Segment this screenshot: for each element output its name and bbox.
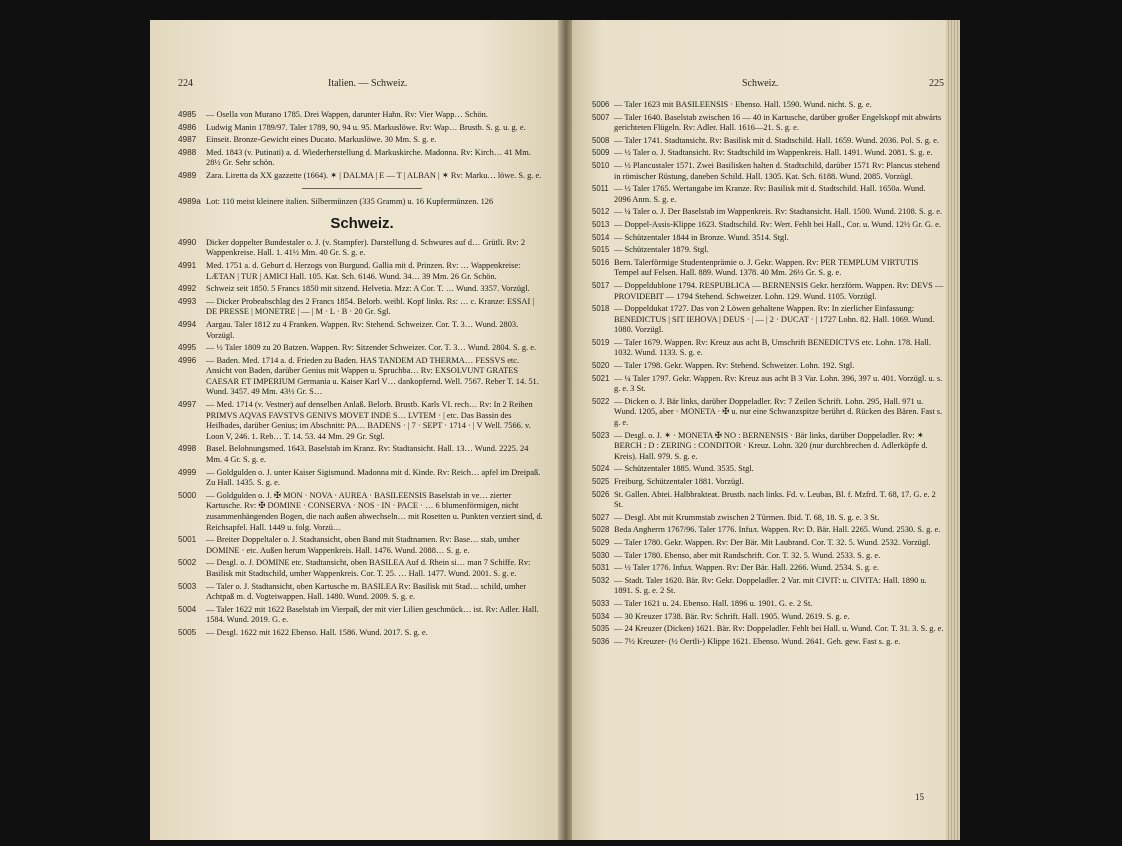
list-item xyxy=(178,558,546,579)
lot-description: — ½ Taler 1765. Wertangabe im Kranze. Rv: Basilisk mit d. Stadtschild. Hall. 1650a. Wund. 2096 Anm. S. g. e. xyxy=(614,184,926,204)
lot-number: 5033 xyxy=(592,598,610,608)
lot-description: — ¼ Taler o. J. Der Baselstab im Wappenkreis. Rv: Stadtansicht. Hall. 1500. Wund. 2108. S. g. e. xyxy=(614,207,943,217)
list-item xyxy=(592,576,944,597)
lot-number: 5005 xyxy=(178,627,197,637)
lot-number: 5024 xyxy=(592,464,610,474)
list-item xyxy=(592,148,944,159)
lot-description: — ½ Taler o. J. Stadtansicht. Rv: Stadtschild im Wappenkreis. Hall. 1491. Wund. 2081. S. g. e. xyxy=(614,148,933,158)
list-item xyxy=(592,431,944,463)
lot-number: 5001 xyxy=(178,535,197,545)
lot-description: — Desgl. o. J. ✶ · MONETA ✠ NO : BERNENSIS · Bär links, darüber Doppeladler. Rv: ✶ BERCH : D : ZERING : CONDITOR · Kreuz. Lohn. 320 (nur durchbrechen d. Adlerköpfe d. Kreis). Hall. 979. S. g. e. xyxy=(614,430,928,461)
list-item xyxy=(178,284,546,295)
list-item xyxy=(178,535,546,556)
list-item xyxy=(592,100,944,111)
lot-description: Schweiz seit 1850. 5 Francs 1850 mit sitzend. Helvetia. Mzz: A Cor. T. … Wund. 3357. Vorzügl. xyxy=(206,284,530,294)
lot-number: 5015 xyxy=(592,245,610,255)
section-title: Schweiz. xyxy=(330,215,394,233)
lot-number: 4989a xyxy=(178,196,201,206)
list-item xyxy=(178,320,546,341)
list-item xyxy=(592,338,944,359)
signature-number: 15 xyxy=(915,792,924,802)
left-page xyxy=(150,20,562,840)
list-item xyxy=(592,563,944,574)
list-item xyxy=(592,612,944,623)
lot-number: 5007 xyxy=(592,112,610,122)
lot-description: — 24 Kreuzer (Dicken) 1621. Bär. Rv: Doppeladler. Fehlt bei Hall. u. Wund. Cor. T. 31. 3. S. g. e. xyxy=(614,624,944,634)
lot-description: — ½ Plancustaler 1571. Zwei Basilisken halten d. Stadtschild, darüber 1571 Rv: Plancus stehend in römischer Rüstung, daneben Schild. Hall. 1305. Kat. Sch. 6188. Wund. 2085. Vorzügl. xyxy=(614,160,940,181)
lot-description: Einseit. Bronze-Gewicht eines Ducato. Markuslöwe. 30 Mm. S. g. e. xyxy=(206,135,437,145)
lot-description: — 7½ Kreuzer- (½ Oertli-) Klippe 1621. Ebenso. Wund. 2641. Geh. gew. Fast s. g. e. xyxy=(614,636,901,646)
lot-description: — Doppel-Assis-Klippe 1623. Stadtschild. Rv: Wert. Fehlt bei Hall., Cor. u. Wund. 12½ Gr. G. e. xyxy=(614,219,941,229)
lot-description: — Taler 1622 mit 1622 Baselstab im Vierpaß, der mit vier Lilien geschmück… ist. Rv: Adler. Hall. 1584. Wund. 2019. G. e. xyxy=(206,604,539,625)
lot-description: Basel. Belohnungsmed. 1643. Baselstab im Kranz. Rv: Stadtansicht. Hall. 13… Wund. 2225. 24 Mm. 4 Gr. S. g. e. xyxy=(206,444,529,465)
lot-number: 5013 xyxy=(592,219,610,229)
divider-rule xyxy=(302,188,422,189)
list-item xyxy=(592,207,944,218)
lot-description: — Goldgulden o. J. unter Kaiser Sigismund. Madonna mit d. Kinde. Rv: Reich… apfel im Dreipaß. Zu Hall. 1435. S. g. e. xyxy=(206,467,541,488)
lot-description: — ¼ Taler 1797. Gekr. Wappen. Rv: Kreuz aus acht B 3 Var. Lohn. 396, 397 u. 401. Vorzügl. u. s. g. e. 3 St. xyxy=(614,373,943,394)
lot-description: — Med. 1714 (v. Vestner) auf denselben Anlaß. Belorb. Brustb. Karls VI. rech… Rv: In 2 Reihen PRIMVS AQVAS FAVSTVS GENIVS MOVET INDE S… LVTEM · | etc. Das Bassin des Heilbades, darüber Genius; im Abschnitt: PA… BADENS · | 7 · SEPT · 1714 · | V Well. 7566. v. Loon V, 246. 1. Reb… T. 14. 53. 44 Mm. 29 Gr. Stgl. xyxy=(206,400,533,441)
lot-description: Ludwig Manin 1789/97. Taler 1789, 90, 94 u. 95. Markuslöwe. Rv: Wap… Brustb. S. g. u. g. e. xyxy=(206,122,526,132)
lot-description: — Doppeldublone 1794. RESPUBLICA — BERNENSIS Gekr. herzförm. Wappen. Rv: DEVS — PROVIDEBIT — 1794 Stehend. Schweizer. Lohn. 129. Wund. 1105. Vorzügl. xyxy=(614,280,944,301)
lot-number: 5031 xyxy=(592,563,610,573)
lot-number: 5023 xyxy=(592,430,610,440)
lot-description: Zara. Liretta da XX gazzette (1664). ✶ | DALMA | E — T | ALBAN | ✶ Rv: Marku… löwe. S. g. e. xyxy=(206,170,542,180)
lot-number: 5009 xyxy=(592,148,610,158)
lot-number: 5004 xyxy=(178,604,197,614)
list-item xyxy=(178,297,546,318)
lot-description: Freiburg. Schützentaler 1881. Vorzügl. xyxy=(614,477,744,486)
list-item xyxy=(178,123,546,134)
lot-description: — Taler 1780. Gekr. Wappen. Rv: Der Bär. Mit Laubrand. Cor. T. 32. 5. Wund. 2532. Vorzügl. xyxy=(614,537,931,547)
lot-description: St. Gallen. Abtei. Halbbrakteat. Brustb. nach links. Fd. v. Leubas, Bl. f. Mzfrd. T. 68, 17. G. e. 2 St. xyxy=(614,489,936,510)
lot-number: 4993 xyxy=(178,296,197,306)
lot-description: Med. 1751 a. d. Geburt d. Herzogs von Burgund. Gallia mit d. Prinzen. Rv: … Wappenkreise: LÆTAN | TUR | AMICI Hall. 105. Kat. Sch. 6146. Wund. 34… 39 Mm. 26 Gr. Schön. xyxy=(206,260,521,281)
lot-description: — Breiter Doppeltaler o. J. Stadtansicht, oben Band mit Stadtnamen. Rv: Base… stab, umher DOMINE · etc. Außen herum Wappenkreis. Hall. 1476. Wund. 2088… S. g. e. xyxy=(206,535,520,555)
list-item xyxy=(178,400,546,442)
right-page xyxy=(572,20,960,840)
lot-description: — Dicker Probeabschlag des 2 Francs 1854. Belorb. weibl. Kopf links. Rs: … c. Kranze: ESSAI | DE PRESSE | MONETRE | — | M · L · B · 20 Gr. Sgl. xyxy=(206,296,535,317)
lot-description: — Taler o. J. Stadtansicht, oben Kartusche m. BASILEA Rv: Basilisk mit Stad… schild, umher Achtpaß m. d. Vogteiwappen. Hall. 1480. Wund. 2009. S. g. e. xyxy=(206,581,527,602)
lot-description: — Desgl. 1622 mit 1622 Ebenso. Hall. 1586. Wund. 2017. S. g. e. xyxy=(206,627,428,637)
list-item xyxy=(592,281,944,302)
lot-description: — Desgl. Abt mit Krummstab zwischen 2 Türmen. Ibid. T. 68, 18. S. g. e. 3 St. xyxy=(614,512,880,522)
lot-number: 5020 xyxy=(592,361,610,371)
lot-description: — Desgl. o. J. DOMINE etc. Stadtansicht, oben BASILEA Auf d. Rhein si… man 7 Schiffe. Rv: Basilisk mit Stadtschild, umher Wappenkreis. Cor. T. 25. … Hall. 1477. Wund. 2001. S. g. e. xyxy=(206,558,531,578)
page-edge xyxy=(946,20,960,840)
list-item xyxy=(178,628,546,639)
list-item xyxy=(592,304,944,336)
lot-number: 4995 xyxy=(178,343,197,353)
list-item xyxy=(178,110,546,121)
lot-description: — Schützentaler 1879. Stgl. xyxy=(614,245,709,255)
right-page-number: 225 xyxy=(929,78,944,89)
lot-number: 5022 xyxy=(592,396,610,406)
lot-number: 5035 xyxy=(592,624,610,634)
lot-number: 4989 xyxy=(178,170,197,180)
list-item xyxy=(592,551,944,562)
lot-description: Dicker doppelter Bundestaler o. J. (v. Stampfer). Darstellung d. Schwures auf d… Grütli. Rv: 2 Wappenkreise. Hall. 1. 41½ Mm. 40 Gr. S. g. e. xyxy=(206,237,526,258)
lot-description: — Dicken o. J. Bär links, darüber Doppeladler. Rv: 7 Zeilen Schrift. Lohn. 295, Hall. 971 u. Wund. 1205, aber · MONETA · ✠ u. nur eine Schwanzspitze berührt d. Rücken des Bären. Fast s. g. e. xyxy=(614,396,943,428)
lot-description: — Stadt. Taler 1620. Bär. Rv: Gekr. Doppeladler. 2 Var. mit CIVIT: u. CIVITA: Hall. 1890 u. 1891. S. g. e. 2 St. xyxy=(614,575,927,596)
lot-number: 5034 xyxy=(592,611,610,621)
lot-description: — Taler 1621 u. 24. Ebenso. Hall. 1896 u. 1901. G. e. 2 St. xyxy=(614,598,813,608)
lot-description: — Doppeldukat 1727. Das von 2 Löwen gehaltene Wappen. Rv: In zierlicher Einfassung: BENEDICTUS | SIT IEHOVA | DEUS · | — | 2 · DUCAT · | 1727 Lohn. 82. Hall. 1069. Wund. 1080. Vorzügl. xyxy=(614,304,935,335)
lot-description: Beda Angherrn 1767/96. Taler 1776. Infuл. Wappen. Rv: D. Bär. Hall. 2265. Wund. 2530. S. g. e. xyxy=(614,525,941,535)
left-page-number: 224 xyxy=(178,78,193,89)
list-item xyxy=(592,624,944,635)
list-item xyxy=(592,245,944,256)
lot-number: 5006 xyxy=(592,100,610,109)
list-item xyxy=(178,356,546,398)
list-item xyxy=(592,374,944,395)
open-book xyxy=(150,20,960,840)
lot-number: 5012 xyxy=(592,207,610,217)
list-item xyxy=(178,343,546,354)
lot-number: 5021 xyxy=(592,373,610,383)
lot-number: 4986 xyxy=(178,122,197,132)
lot-number: 5025 xyxy=(592,477,610,486)
lot-number: 4994 xyxy=(178,319,197,329)
lot-number: 4997 xyxy=(178,400,197,410)
left-running-head: Italien. — Schweiz. xyxy=(328,78,408,89)
right-running-head: Schweiz. xyxy=(742,78,779,89)
lot-description: — 30 Kreuzer 1738. Bär. Rv: Schrift. Hall. 1905. Wund. 2619. S. g. e. xyxy=(614,611,850,621)
lot-number: 5019 xyxy=(592,337,610,347)
list-item xyxy=(592,513,944,524)
left-entries-before xyxy=(178,110,546,182)
lot-number: 4998 xyxy=(178,444,197,454)
lot-number: 5010 xyxy=(592,160,610,170)
list-item xyxy=(592,538,944,549)
list-item xyxy=(592,220,944,231)
lot-number: 5016 xyxy=(592,257,610,267)
list-item xyxy=(592,599,944,610)
lot-description: — Taler 1679. Wappen. Rv: Kreuz aus acht B, Umschrift BENEDICTVS etc. Lohn. 178. Hall. 1032. Wund. 1133. S. g. e. xyxy=(614,337,931,358)
list-item xyxy=(592,258,944,279)
lot-description: — Taler 1798. Gekr. Wappen. Rv: Stehend. Schweizer. Lohn. 192. Stgl. xyxy=(614,361,855,371)
lot-number: 4988 xyxy=(178,147,197,157)
list-item xyxy=(592,477,944,488)
list-item xyxy=(178,491,546,533)
lot-number: 5026 xyxy=(592,489,610,499)
lot-description: Bern. Talerförmige Studentenprämie o. J. Gekr. Wappen. Rv: PER TEMPLUM VIRTUTIS Tempel auf Felsen. Hall. 889. Wund. 1378. 40 Mm. 26½ Gr. S. g. e. xyxy=(614,257,919,278)
lot-description: — ½ Taler 1776. Infuл. Wappen. Rv: Der Bär. Hall. 2266. Wund. 2534. S. g. e. xyxy=(614,563,879,573)
lot-description: — Taler 1640. Baselstab zwischen 16 — 40 in Kartusche, darüber großer Engelskopf mit abwärts gerichteten Flügeln. Rv: Adler. Hall. 1616—21. S. g. e. xyxy=(614,112,942,133)
lot-description: — Baden. Med. 1714 a. d. Frieden zu Baden. HAS TANDEM AD THERMA… FESSVS etc. Ansicht von Baden, darüber Genius mit Wappen u. Spruchba… Rv: EXSOLVUNT GRATES CAESAR ET IMPERIUM Germania u. Kaiser Karl V… dankopfernd. Well. 7567. Reber T. 14. 51. Wund. 3457. 49 Mm. 43½ Gr. S… xyxy=(206,355,539,397)
list-item xyxy=(178,261,546,282)
lot-number: 5014 xyxy=(592,232,610,242)
list-item xyxy=(592,361,944,372)
lot-description: — Schützentaler 1844 in Bronze. Wund. 3514. Stgl. xyxy=(614,232,789,242)
list-item xyxy=(592,233,944,244)
lot-description: Med. 1843 (v. Putinati) a. d. Wiederherstellung d. Markuskirche. Madonna. Rv: Kirch… 41 Mm. 28½ Gr. Sehr schön. xyxy=(206,147,531,168)
lot-description: Aargau. Taler 1812 zu 4 Franken. Wappen. Rv: Stehend. Schweizer. Cor. T. 3… Wund. 2803. Vorzügl. xyxy=(206,319,519,340)
lot-number: 5027 xyxy=(592,512,610,522)
lot-description: — Taler 1780. Ebenso, aber mit Randschrift. Cor. T. 32. 5. Wund. 2533. S. g. e. xyxy=(614,550,881,560)
lot-description: — Schützentaler 1885. Wund. 3535. Stgl. xyxy=(614,464,754,474)
lot-description: — Taler 1741. Stadtansicht. Rv: Basilisk mit d. Stadtschild. Hall. 1659. Wund. 2036. Pol. S. g. e. xyxy=(614,135,939,145)
lot-description: — Taler 1623 mit BASILEENSIS · Ebenso. Hall. 1590. Wund. nicht. S. g. e. xyxy=(614,100,872,109)
lot-number: 4990 xyxy=(178,237,197,247)
lot-description: — Goldgulden o. J. ✠ MON · NOVA · AUREA · BASILEENSIS Baselstab in ve… zierter Kartusche. Rv: ✠ DOMINE · CONSERVA · NOS · IN · PACE · … 6 blumenförmigen, nicht zusammenhängenden Bogen, die nach außen abwechseln… mit Rosetten u. Punkten verziert sind, d. Reichsapfel. Hall. 1449 u. folg. Vorzü… xyxy=(206,490,543,532)
list-item xyxy=(178,605,546,626)
lot-number: 5030 xyxy=(592,550,610,560)
list-item xyxy=(592,490,944,511)
lot-number: 5011 xyxy=(592,184,609,194)
list-item xyxy=(178,444,546,465)
left-entries xyxy=(178,110,546,641)
lot-number: 5017 xyxy=(592,280,610,290)
list-item xyxy=(592,184,944,205)
lot-number: 4985 xyxy=(178,110,197,119)
list-item xyxy=(592,161,944,182)
lot-number: 5000 xyxy=(178,490,197,500)
lot-number: 5003 xyxy=(178,581,197,591)
list-item xyxy=(592,136,944,147)
list-item xyxy=(178,468,546,489)
lot-description: — Osella von Murano 1785. Drei Wappen, darunter Hahn. Rv: Vier Wapp… Schön. xyxy=(206,110,488,119)
lot-number: 4992 xyxy=(178,284,197,294)
lot-number: 4996 xyxy=(178,355,197,365)
lot-number: 4999 xyxy=(178,467,197,477)
list-item xyxy=(592,113,944,134)
left-entries-after xyxy=(178,238,546,639)
lot-number: 4987 xyxy=(178,135,197,145)
lot-number: 5008 xyxy=(592,135,610,145)
lot-number: 4991 xyxy=(178,260,197,270)
lot-number: 5002 xyxy=(178,558,197,568)
lot-number: 5028 xyxy=(592,525,610,535)
list-item xyxy=(178,238,546,259)
lot-number: 5018 xyxy=(592,304,610,314)
right-entries xyxy=(592,100,944,649)
list-item xyxy=(178,582,546,603)
lot-description: — ½ Taler 1809 zu 20 Batzen. Wappen. Rv: Sitzender Schweizer. Cor. T. 3… Wund. 2804. S. g. e. xyxy=(206,343,537,353)
list-item xyxy=(592,637,944,648)
list-item xyxy=(178,197,546,208)
list-item xyxy=(592,397,944,429)
lot-number: 5029 xyxy=(592,537,610,547)
lot-description: Lot: 110 meist kleinere italien. Silbermünzen (335 Gramm) u. 16 Kupfermünzen. 126 xyxy=(206,196,494,206)
lot-number: 5032 xyxy=(592,575,610,585)
list-item xyxy=(592,464,944,475)
list-item xyxy=(592,525,944,536)
list-item xyxy=(178,148,546,169)
list-item xyxy=(178,135,546,146)
lot-number: 5036 xyxy=(592,636,610,646)
list-item xyxy=(178,171,546,182)
